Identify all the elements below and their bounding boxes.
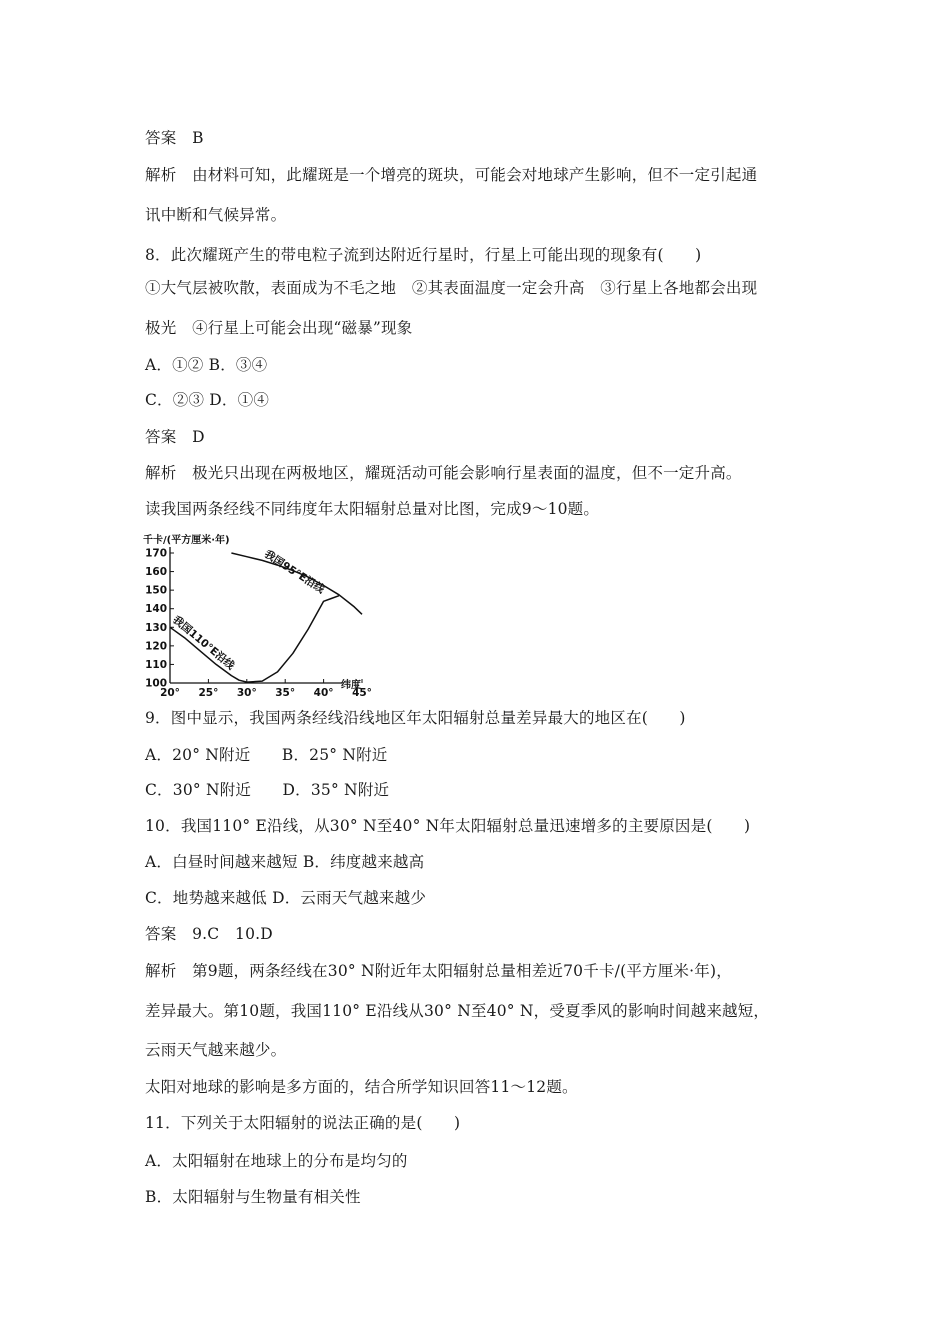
x-tick-label: 20° <box>160 687 180 699</box>
text-line: C．地势越来越低 D．云雨天气越来越少 <box>145 889 427 907</box>
chart-series <box>170 547 362 682</box>
text-line: 10．我国110° E沿线，从30° N至40° N年太阳辐射总量迅速增多的主要原因是( ) <box>145 817 751 835</box>
y-tick-label: 110 <box>145 658 167 671</box>
x-tick-label: 40° <box>313 687 334 699</box>
text-line: 差异最大。第10题，我国110° E沿线从30° N至40° N，受夏季风的影响时间越来越短， <box>145 1002 770 1020</box>
series-95e-line <box>231 553 362 614</box>
text-line: 解析 极光只出现在两极地区，耀斑活动可能会影响行星表面的温度，但不一定升高。 <box>145 464 742 482</box>
y-tick-label: 100 <box>145 677 167 690</box>
x-tick-label: 35° <box>275 687 296 699</box>
x-tick-label: 25° <box>198 687 219 699</box>
y-tick-label: 160 <box>145 566 167 579</box>
text-line: C．②③ D．①④ <box>145 391 270 409</box>
text-line: 云雨天气越来越少。 <box>145 1041 287 1059</box>
text-line: 太阳对地球的影响是多方面的，结合所学知识回答11～12题。 <box>145 1078 578 1096</box>
text-line: B．太阳辐射与生物量有相关性 <box>145 1188 361 1206</box>
series-label: 我国95°E沿线 <box>262 548 327 596</box>
text-line: A．太阳辐射在地球上的分布是均匀的 <box>145 1152 408 1170</box>
text-line: 11．下列关于太阳辐射的说法正确的是( ) <box>145 1114 461 1132</box>
text-line: 解析 第9题，两条经线在30° N附近年太阳辐射总量相差近70千卡/(平方厘米·年)， <box>145 962 732 980</box>
series-label: 我国110°E沿线 <box>170 613 237 673</box>
text-line: C．30° N附近 D．35° N附近 <box>145 781 390 799</box>
text-line: 极光 ④行星上可能会出现“磁暴”现象 <box>145 319 413 337</box>
solar-radiation-chart <box>140 528 380 700</box>
text-line: 答案 B <box>145 129 204 147</box>
text-line: 9．图中显示，我国两条经线沿线地区年太阳辐射总量差异最大的地区在( ) <box>145 709 686 727</box>
y-tick-label: 140 <box>145 603 167 616</box>
y-tick-label: 170 <box>145 547 167 560</box>
y-tick-label: 130 <box>145 621 167 634</box>
text-line: A．白昼时间越来越短 B．纬度越来越高 <box>145 853 425 871</box>
text-line: A．①② B．③④ <box>145 356 268 374</box>
y-axis-label: 千卡/(平方厘米·年) <box>143 535 230 546</box>
text-line: 读我国两条经线不同纬度年太阳辐射总量对比图，完成9～10题。 <box>145 500 600 518</box>
x-axis-label: 纬度 <box>341 680 361 691</box>
x-tick-label: 45° <box>352 687 372 699</box>
text-line: 讯中断和气候异常。 <box>145 206 287 224</box>
text-line: A．20° N附近 B．25° N附近 <box>145 746 388 764</box>
text-line: 答案 D <box>145 428 205 446</box>
y-tick-label: 150 <box>145 584 167 597</box>
y-tick-label: 120 <box>145 640 167 653</box>
text-line: 答案 9.C 10.D <box>145 925 273 943</box>
chart-svg <box>140 528 380 700</box>
x-tick-label: 30° <box>236 687 257 699</box>
text-line: 8．此次耀斑产生的带电粒子流到达附近行星时，行星上可能出现的现象有( ) <box>145 246 702 264</box>
text-line: 解析 由材料可知，此耀斑是一个增亮的斑块，可能会对地球产生影响，但不一定引起通 <box>145 166 758 184</box>
text-line: ①大气层被吹散，表面成为不毛之地 ②其表面温度一定会升高 ③行星上各地都会出现 <box>145 279 758 297</box>
